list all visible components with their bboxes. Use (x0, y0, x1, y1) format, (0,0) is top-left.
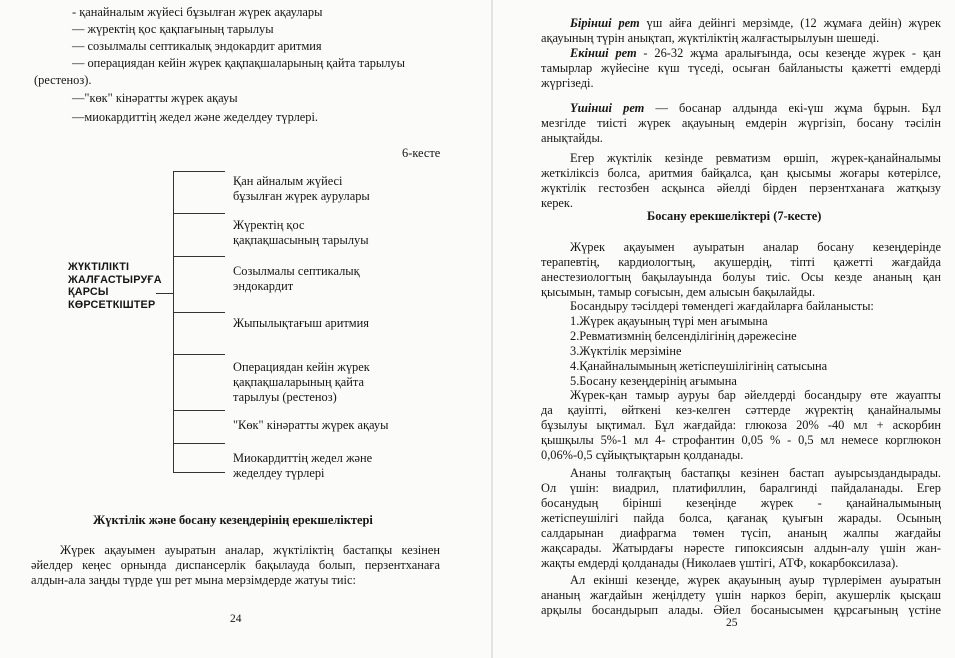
diagram-branch-line (173, 213, 225, 214)
diagram-branch-line (173, 171, 225, 172)
schedule-item-third (570, 101, 941, 116)
page-25 (494, 0, 955, 658)
diagram-branch (233, 316, 369, 331)
diagram-branch-line-text: "Көк" кінәратты жүрек ақауы (233, 418, 389, 432)
term-first: Бірінші рет (570, 16, 640, 30)
intro-list-item: — созылмалы септикалық эндокардит аритмия (72, 39, 322, 53)
paragraph-line: қысымын, тамыр соғысын, дем алысын бақылайды. (541, 285, 816, 299)
diagram-branch-line (173, 354, 225, 355)
schedule-item-first (570, 16, 941, 31)
diagram-branch-line-text: Жыпылықтағыш аритмия (233, 316, 369, 330)
diagram-branch-line-text: Қан айналым жүйесі (233, 174, 343, 188)
diagram-branch-line-text: қақпақшасының тарылуы (233, 233, 369, 247)
diagram-branch-line-text: тарылуы (рестеноз) (233, 390, 337, 404)
intro-list-item: —"көк" кінәратты жүрек ақауы (72, 91, 238, 105)
paragraph-line: керек. (541, 196, 574, 210)
list-item: 2.Ревматизмнің белсенділігінің дәрежесіне (570, 329, 797, 343)
intro-list-item: — операциядан кейін жүрек қақпақшаларының қайта тарылуы (72, 56, 405, 70)
diagram-root-line: ЖҮКТІЛІКТІ (68, 261, 130, 273)
paragraph-line: да қауіпті, өйткені кез-келген сәттерде жүректің қанайналымы (541, 403, 941, 417)
paragraph-line: тамырлар жүйесіне күш түседі, осыған байланысты қажетті емдерді (541, 61, 941, 75)
paragraph-line: Ананы толғақтың бастапқы кезінен бастап ауырсыздандырады. (570, 466, 941, 480)
diagram-root-line: КӨРСЕТКІШТЕР (68, 298, 156, 311)
paragraph-line: арқылы босандырып алады. Әйел босанысымен құрсағының үстіне (541, 603, 941, 617)
paragraph-line: босанудың бірінші кезеңінде жүрек - қанайналымының (541, 496, 941, 510)
diagram-branch (233, 451, 372, 481)
paragraph-line: жетіспеушілігі пайда болса, қағанақ қуығын жарады. Осының (541, 511, 941, 525)
paragraph-line: мезгілде тиісті жүрек ақауының емдерін жүргізіп, босану тәсілін (541, 116, 941, 130)
paragraph-line: жүргізеді. (541, 76, 594, 90)
diagram-root-line: ЖАЛҒАСТЫРУҒА (68, 273, 162, 286)
paragraph-line: ақауының түрін анықтап, жүктіліктің жалғастырылуын шешеді. (541, 31, 880, 45)
diagram-branch-line (173, 443, 225, 444)
paragraph-line: Ол үшін: виадрил, платифиллин, баралгинді пайдаланады. Егер (541, 481, 941, 495)
diagram-branch-line-text: Жүректің қос (233, 218, 305, 232)
diagram-branch-line-text: бұзылған жүрек аурулары (233, 189, 370, 203)
intro-list-item: (рестеноз). (34, 73, 92, 87)
diagram-branch-line (173, 312, 225, 313)
paragraph-line: жеткіліксіз болса, аритмия байқалса, қан қысымы жоғары көтерілсе, (541, 166, 941, 180)
diagram-root (68, 261, 162, 311)
paragraph-line: әйелдер кеңес орнында диспансерлік бақылауда болып, перзентханаға (31, 558, 440, 572)
paragraph-line: бұзылуы ықтимал. Бұл жағдайда: глюкоза 20% -40 мл + аскорбин (541, 418, 941, 432)
page-number: 24 (230, 613, 242, 625)
list-item: 1.Жүрек ақауының түрі мен ағымына (570, 314, 768, 328)
term-third: Үшінші рет (570, 101, 645, 115)
list-item: 5.Босану кезеңдерінің ағымына (570, 374, 737, 388)
schedule-item-second (570, 46, 941, 61)
first-text: үш айға дейінгі мерзімде, (12 жұмаға дейін) жүрек (639, 16, 941, 30)
paragraph-line: Жүрек ақауымен ауыратын аналар, жүктіліктің бастапқы кезінен (60, 543, 440, 557)
paragraph-line: Жүрек ақауымен ауыратын аналар босану кезеңдерінде (570, 240, 941, 254)
paragraph-line: алдын-ала заңды түрде үш рет мына мерзімдерде жатуы тиіс: (31, 573, 356, 587)
paragraph-line: жақты емдерді қолданады (Николаев үштігі, АТФ, кокарбоксилаза). (541, 556, 899, 570)
diagram-branch (233, 360, 370, 405)
paragraph-line: Босандыру тәсілдері төмендегі жағдайларға байланысты: (570, 299, 874, 313)
paragraph-line: анықтайды. (541, 131, 603, 145)
list-item: 3.Жүктілік мерзіміне (570, 344, 682, 358)
diagram-branch-line-text: Миокардиттің жедел және (233, 451, 373, 465)
intro-list-item: —миокардиттің жедел және жеделдеу түрлері. (72, 110, 319, 124)
diagram-branch (233, 264, 360, 294)
diagram-branch-line (173, 256, 225, 257)
page-number: 25 (726, 617, 738, 629)
diagram-branch (233, 174, 370, 204)
table-label: 6-кесте (402, 146, 441, 160)
diagram-branch-line-text: жеделдеу түрлері (233, 466, 325, 480)
diagram-branch-line-text: Созылмалы септикалық (233, 264, 360, 278)
diagram-trunk (173, 171, 174, 473)
paragraph-line: қышқылы 5%-1 мл 4- строфантин 0,05 % - 0,5 мл немесе корглюкон (541, 433, 941, 447)
paragraph-line: Ал екінші кезеңде, жүрек ақауының ауыр түрлерімен ауыратын (570, 573, 941, 587)
section-heading: Босану ерекшеліктері (7-кесте) (647, 209, 822, 223)
paragraph-line: жақсарады. Жатырдағы нәресте гипоксиясын алдын-алу үшін жан- (541, 541, 941, 555)
diagram-connector (156, 293, 174, 294)
diagram-branch-line-text: эндокардит (233, 279, 294, 293)
paragraph-line: салдарынан диафрагма төмен түсіп, ананың жалпы жағдайы (541, 526, 941, 540)
diagram-branch (233, 418, 388, 433)
list-item: 4.Қанайналымының жетіспеушілігінің сатысына (570, 359, 828, 373)
paragraph-line: Егер жүктілік кезінде ревматизм өршіп, жүрек-қанайналымы (570, 151, 941, 165)
third-text: — босанар алдында екі-үш жұма бұрын. Бұл (644, 101, 941, 115)
paragraph-line: 0,06%-0,5 сұйықтықтарын қолданады. (541, 448, 744, 462)
term-second: Екінші рет (570, 46, 637, 60)
paragraph-line: анестезиологтың бақылауында болуы тиіс. Осы кезде ананың қан (541, 270, 941, 284)
diagram-branch-line (173, 410, 225, 411)
diagram-branch-line-text: қақпақшаларының қайта (233, 375, 364, 389)
page-gutter (491, 0, 493, 658)
paragraph-line: терапевтің, кардиологтың, акушердің, тіпті қажетті жағдайда (541, 255, 941, 269)
intro-list-item: - қанайналым жүйесі бұзылған жүрек ақаулары (72, 5, 323, 19)
intro-list-item: — жүректің қос қақпағының тарылуы (72, 22, 274, 36)
paragraph-line: Жүрек-қан тамыр ауруы бар әйелдерді босандыру өте жауапты (570, 388, 941, 402)
diagram-branch-line-text: Операциядан кейін жүрек (233, 360, 370, 374)
section-heading: Жүктілік және босану кезеңдерінің ерекшеліктері (93, 513, 373, 527)
second-text: - 26-32 жұма аралығында, осы кезеңде жүрек - қан (636, 46, 941, 60)
paragraph-line: жүктілік гестозбен асқынса әйелді бірден перзентханаға жатқызу (541, 181, 941, 195)
diagram-branch (233, 218, 369, 248)
diagram-branch-line (173, 472, 225, 473)
diagram-root-line: ҚАРСЫ (68, 286, 109, 298)
paragraph-line: ананың жағдайын жеңілдету үшін наркоз беріп, акушерлік қысқаш (541, 588, 941, 602)
